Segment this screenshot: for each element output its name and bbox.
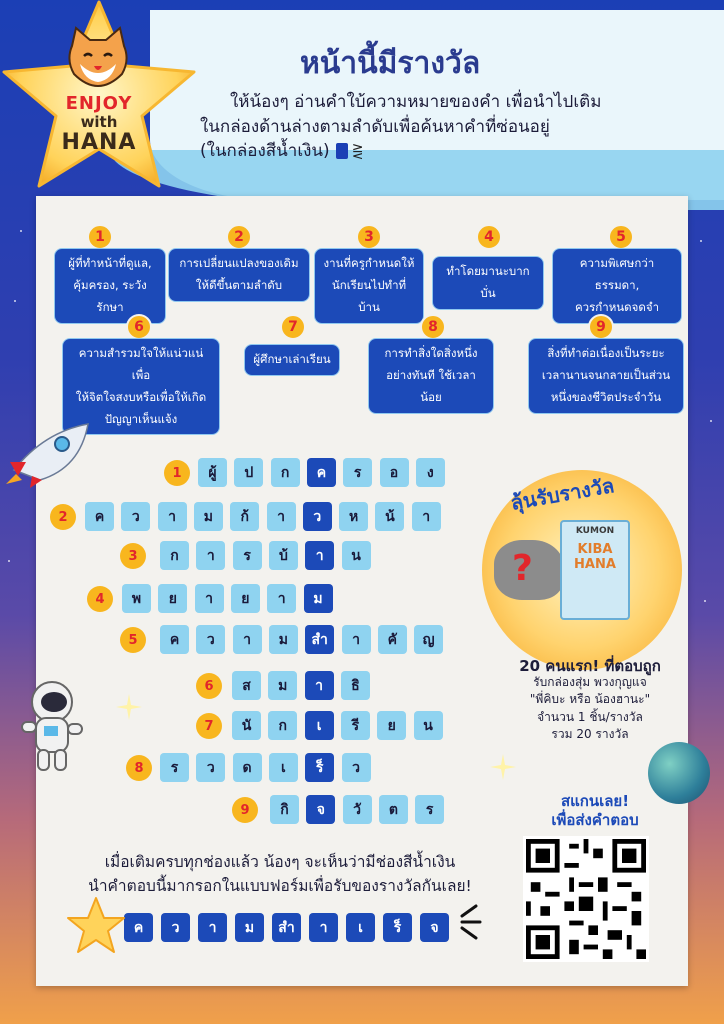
prize-details: [480, 674, 700, 744]
key-letter-cell[interactable]: เ: [305, 711, 334, 740]
clue-text-line: เวลานานจนกลายเป็นส่วน: [541, 367, 671, 382]
letter-cell[interactable]: ด: [233, 753, 262, 782]
clue-number-badge: 1: [87, 224, 113, 250]
letter-cell[interactable]: ก้: [230, 502, 259, 531]
bottom-line2: นำคำตอบนี้มากรอกในแบบฟอร์มเพื่อรับของรางวัลกันเลย!: [88, 877, 472, 896]
letter-cell[interactable]: า: [342, 625, 371, 654]
letter-cell[interactable]: เ: [269, 753, 298, 782]
clue-box: [528, 338, 684, 414]
clue-box: [368, 338, 494, 414]
letter-cell[interactable]: รี: [341, 711, 370, 740]
clue-text-line: งานที่ครูกำหนดให้: [323, 256, 415, 270]
letter-cell[interactable]: ม: [268, 671, 297, 700]
clue-text-line: ผู้ศึกษาเล่าเรียน: [253, 352, 331, 366]
clue-text-line: สิ่งที่ทำต่อเนื่องเป็นระยะ: [547, 346, 665, 360]
clue-box: [552, 248, 682, 324]
clue-text-line: ปัญญาเห็นแจ้ง: [104, 411, 178, 426]
answer-cell[interactable]: ว: [161, 913, 190, 942]
letter-cell[interactable]: ง: [416, 458, 445, 487]
key-letter-cell[interactable]: า: [305, 671, 334, 700]
row-number-badge: 7: [196, 713, 222, 739]
qr-code[interactable]: [523, 836, 649, 962]
clue-number-badge: 5: [608, 224, 634, 250]
answer-cell[interactable]: ร็: [383, 913, 412, 942]
letter-cell[interactable]: กิ: [270, 795, 299, 824]
answer-cell[interactable]: ค: [124, 913, 153, 942]
prize-line: รวม 20 รางวัล: [551, 727, 629, 742]
letter-cell[interactable]: ธิ: [341, 671, 370, 700]
instruction-line2: ในกล่องด้านล่างตามลำดับเพื่อค้นหาคำที่ซ่อนอยู่: [200, 116, 550, 137]
row-number-badge: 2: [50, 504, 76, 530]
astronaut-icon: [8, 676, 88, 776]
answer-cell[interactable]: ม: [235, 913, 264, 942]
letter-cell[interactable]: ป: [234, 458, 263, 487]
letter-cell[interactable]: ห: [339, 502, 368, 531]
clue-text-line: นักเรียนไปทำที่บ้าน: [331, 277, 407, 314]
answer-cell[interactable]: า: [309, 913, 338, 942]
row-number-badge: 8: [126, 755, 152, 781]
letter-cell[interactable]: า: [195, 584, 224, 613]
clue-box: [54, 248, 166, 324]
rocket-icon: [4, 418, 92, 488]
clue-text-line: ให้ดีขึ้นตามลำดับ: [195, 277, 283, 292]
letter-cell[interactable]: ว: [196, 753, 225, 782]
clue-text-line: การเปลี่ยนแปลงของเดิม: [179, 256, 299, 270]
clue-text-line: หนึ่งของชีวิตประจำวัน: [550, 389, 662, 404]
key-letter-cell[interactable]: ค: [307, 458, 336, 487]
sparkle-icon: ⋛: [351, 144, 364, 161]
clue-box: [168, 248, 310, 302]
letter-cell[interactable]: ร: [415, 795, 444, 824]
letter-cell[interactable]: ม: [194, 502, 223, 531]
key-letter-cell[interactable]: จ: [306, 795, 335, 824]
letter-cell[interactable]: า: [412, 502, 441, 531]
letter-cell[interactable]: ผู้: [198, 458, 227, 487]
letter-cell[interactable]: ร: [160, 753, 189, 782]
clue-number-badge: 8: [420, 314, 446, 340]
scan-line1: สแกนเลย!: [560, 792, 630, 810]
brand-line2: with: [80, 113, 118, 131]
letter-cell[interactable]: ญ: [414, 625, 443, 654]
clue-text-line: ให้จิตใจสงบหรือเพื่อให้เกิด: [75, 389, 207, 404]
blue-square-icon: [336, 143, 348, 159]
star-icon: [66, 896, 126, 954]
letter-cell[interactable]: ค: [85, 502, 114, 531]
sparkle-icon: [116, 694, 142, 720]
letter-cell[interactable]: ว: [121, 502, 150, 531]
instructions: [200, 90, 700, 164]
letter-cell[interactable]: ย: [158, 584, 187, 613]
letter-cell[interactable]: ย: [377, 711, 406, 740]
key-letter-cell[interactable]: ม: [304, 584, 333, 613]
letter-cell[interactable]: น: [342, 541, 371, 570]
row-number-badge: 1: [164, 460, 190, 486]
letter-cell[interactable]: ก: [160, 541, 189, 570]
clue-box: [432, 256, 544, 310]
row-number-badge: 5: [120, 627, 146, 653]
clue-box: [244, 344, 340, 376]
letter-cell[interactable]: ร: [343, 458, 372, 487]
row-number-badge: 3: [120, 543, 146, 569]
clue-number-badge: 4: [476, 224, 502, 250]
prize-title: ลุ้นรับรางวัล: [508, 473, 616, 515]
clue-text-line: ความพิเศษกว่าธรรมดา,: [579, 256, 655, 292]
clue-text-line: ควรกำหนดจดจำ: [574, 299, 660, 314]
letter-cell[interactable]: น: [414, 711, 443, 740]
prize-box-brand: KUMON: [575, 526, 615, 536]
prize-line: รับกล่องสุ่ม พวงกุญแจ: [533, 675, 647, 689]
clue-box: [314, 248, 424, 324]
row-number-badge: 9: [232, 797, 258, 823]
letter-cell[interactable]: ต: [379, 795, 408, 824]
answer-cell[interactable]: จ: [420, 913, 449, 942]
brand-line1: ENJOY: [65, 93, 133, 114]
clue-text-line: ความสำรวมใจให้แน่วแน่เพื่อ: [78, 346, 204, 382]
clue-number-badge: 2: [226, 224, 252, 250]
letter-cell[interactable]: อ: [380, 458, 409, 487]
clue-text-line: ผู้ที่ทำหน้าที่ดูแล,: [68, 256, 152, 270]
letter-cell[interactable]: ก: [268, 711, 297, 740]
letter-cell[interactable]: พ: [122, 584, 151, 613]
clue-text-line: คุ้มครอง, ระวังรักษา: [73, 277, 147, 314]
letter-cell[interactable]: า: [267, 502, 296, 531]
instruction-line1: ให้น้องๆ อ่านคำใบ้ความหมายของคำ เพื่อนำไปเติม: [230, 92, 602, 112]
clue-text-line: การทำสิ่งใดสิ่งหนึ่ง: [384, 346, 478, 360]
planet-icon: [648, 742, 710, 804]
letter-cell[interactable]: ค: [160, 625, 189, 654]
prize-box-image: [560, 520, 630, 620]
letter-cell[interactable]: น้: [375, 502, 404, 531]
prize-box-name: KIBA HANA: [574, 542, 616, 572]
brand-line3: HANA: [61, 130, 137, 155]
letter-cell[interactable]: ร: [233, 541, 262, 570]
clue-number-badge: 6: [126, 314, 152, 340]
letter-cell[interactable]: ก: [271, 458, 300, 487]
answer-cell[interactable]: สำ: [272, 913, 301, 942]
letter-cell[interactable]: ว: [196, 625, 225, 654]
letter-cell[interactable]: บ้: [269, 541, 298, 570]
letter-cell[interactable]: คั: [378, 625, 407, 654]
scan-line2: เพื่อส่งคำตอบ: [551, 810, 639, 829]
key-letter-cell[interactable]: า: [305, 541, 334, 570]
prize-first: 20 คนแรก! ที่ตอบถูก: [519, 657, 661, 675]
page-title: หน้านี้มีรางวัล: [300, 46, 481, 81]
row-number-badge: 6: [196, 673, 222, 699]
clue-number-badge: 7: [280, 314, 306, 340]
prize-line: "พี่คิบะ หรือ น้องฮานะ": [529, 692, 651, 707]
sparkle-icon: [490, 754, 516, 780]
bottom-instructions: [40, 850, 520, 898]
cat-mascot-icon: [62, 24, 134, 90]
clue-number-badge: 9: [588, 314, 614, 340]
burst-lines-icon: [458, 902, 482, 942]
letter-cell[interactable]: ม: [269, 625, 298, 654]
clue-number-badge: 3: [356, 224, 382, 250]
bottom-line1: เมื่อเติมครบทุกช่องแล้ว น้องๆ จะเห็นว่ามีช่องสีน้ำเงิน: [104, 853, 456, 871]
clue-text-line: อย่างทันที ใช้เวลาน้อย: [386, 367, 476, 404]
key-letter-cell[interactable]: ว: [303, 502, 332, 531]
clue-text-line: ทำโดยมานะบากบั่น: [446, 264, 530, 300]
letter-cell[interactable]: นั: [232, 711, 261, 740]
key-letter-cell[interactable]: ร็: [305, 753, 334, 782]
answer-cell[interactable]: า: [198, 913, 227, 942]
letter-cell[interactable]: ส: [232, 671, 261, 700]
letter-cell[interactable]: ย: [231, 584, 260, 613]
instruction-line3: (ในกล่องสีน้ำเงิน): [200, 141, 330, 162]
row-number-badge: 4: [87, 586, 113, 612]
answer-cell[interactable]: เ: [346, 913, 375, 942]
brand-logo: [44, 95, 154, 154]
letter-cell[interactable]: า: [158, 502, 187, 531]
letter-cell[interactable]: า: [196, 541, 225, 570]
letter-cell[interactable]: ว: [342, 753, 371, 782]
letter-cell[interactable]: า: [267, 584, 296, 613]
key-letter-cell[interactable]: สำ: [305, 625, 334, 654]
question-mark-icon: ?: [512, 548, 533, 589]
prize-line: จำนวน 1 ชิ้น/รางวัล: [537, 709, 643, 724]
letter-cell[interactable]: วั: [343, 795, 372, 824]
letter-cell[interactable]: า: [233, 625, 262, 654]
